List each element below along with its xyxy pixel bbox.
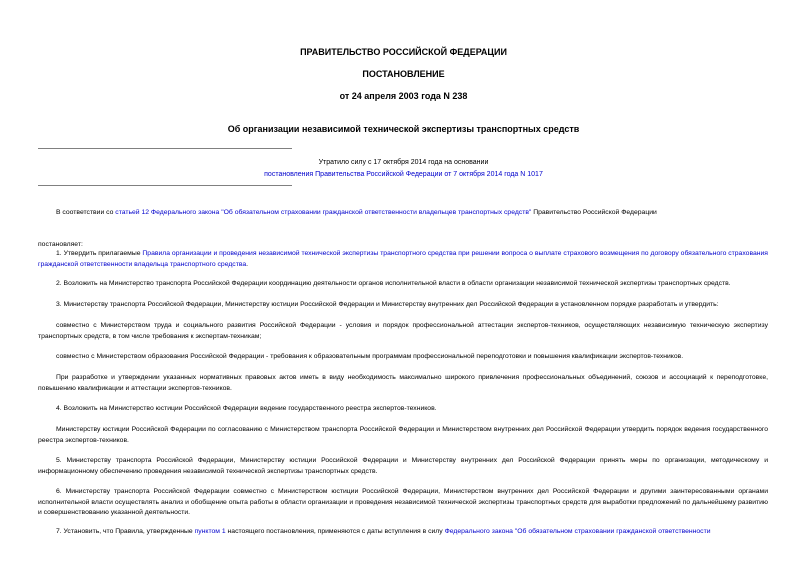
law-article-12-link[interactable]: статьей 12 Федерального закона "Об обязательном страховании гражданской ответственности владельцев транспортных средств" [115, 209, 532, 216]
repeal-resolution-link[interactable]: постановления Правительства Российской Федерации от 7 октября 2014 года N 1017 [264, 171, 543, 178]
item-1-link[interactable]: пунктом 1 [194, 528, 226, 535]
date-number-heading: от 24 апреля 2003 года N 238 [339, 91, 468, 101]
paragraph-7-middle: настоящего постановления, применяются с даты вступления в силу [225, 528, 445, 535]
intro-paragraph [38, 208, 768, 219]
paragraph-3b: совместно с Министерством образования Российской Федерации - требования к образовательным программам профессиональной переподготовки и повышения квалификации экспертов-техников. [56, 353, 684, 360]
document-type-heading: ПОСТАНОВЛЕНИЕ [362, 69, 445, 79]
status-note: Утратило силу с 17 октября 2014 года на основании [318, 159, 489, 166]
paragraph-3: 3. Министерству транспорта Российской Федерации, Министерству юстиции Российской Федерации и Министерству внутренних дел Российской Федерации в установленном порядке разработать и утвердить: [56, 301, 719, 308]
paragraph-7-text: 7. Установить, что Правила, утвержденные [56, 528, 195, 535]
intro-text-end: Правительство Российской Федерации [531, 209, 657, 216]
status-note-link-line [0, 170, 807, 179]
intro-text-start: В соответствии со [56, 209, 116, 216]
rules-link[interactable]: Правила организации и проведения независимой технической экспертизы транспортного средства при решении вопроса о выплате страхового возмещения по договору обязательного страхования гражданской ответственности владельца транспортного средства [38, 250, 768, 268]
paragraph-4a: Министерству юстиции Российской Федерации по согласованию с Министерством транспорта Российской Федерации и Министерством внутренних дел Российской Федерации утвердить порядок ведения государственного реестра экспертов-техников. [38, 426, 768, 444]
paragraph-1-end: . [246, 260, 249, 268]
paragraph-6: 6. Министерству транспорта Российской Федерации совместно с Министерством юстиции Российской Федерации, Министерством внутренних дел Российской Федерации и другими заинтересованными органами исполнительной власти осуществлять анализ и обобщение опыта работы в области организации и проведения независимой технической экспертизы транспортных средств для выработки предложений по дальнейшему развитию и совершенствованию указанной деятельности. [38, 488, 768, 516]
document-subject-title: Об организации независимой технической экспертизы транспортных средств [227, 124, 580, 134]
government-heading: ПРАВИТЕЛЬСТВО РОССИЙСКОЙ ФЕДЕРАЦИИ [300, 47, 507, 57]
divider-bottom [38, 185, 292, 186]
paragraph-5: 5. Министерству транспорта Российской Федерации, Министерству юстиции Российской Федерации и Министерству внутренних дел Российской Федерации принять меры по организации, методическому и информационному обеспечению проведения независимой технической экспертизы транспортных средств. [38, 457, 768, 475]
paragraph-3c: При разработке и утверждении указанных нормативных правовых актов иметь в виду необходимость максимально широкого привлечения профессиональных объединений, союзов и ассоциаций к переподготовке, повышению квалификации и аттестации экспертов-техников. [38, 374, 768, 392]
paragraph-3a: совместно с Министерством труда и социального развития Российской Федерации - условия и порядок профессиональной аттестации экспертов-техников, осуществляющих независимую техническую экспертизу транспортных средств, в том числе требования к экспертам-техникам; [38, 322, 768, 340]
paragraph-2: 2. Возложить на Министерство транспорта Российской Федерации координацию деятельности органов исполнительной власти в области организации независимой технической экспертизы транспортных средств. [56, 280, 731, 287]
divider-top [38, 148, 292, 149]
federal-law-link[interactable]: Федерального закона "Об обязательном страховании гражданской ответственности [444, 528, 711, 535]
paragraph-1-text: 1. Утвердить прилагаемые [56, 250, 143, 257]
paragraph-1 [38, 249, 768, 270]
paragraph-4: 4. Возложить на Министерство юстиции Российской Федерации ведение государственного реестра экспертов-техников. [56, 405, 437, 412]
resolves-paragraph: постановляет: [38, 241, 83, 248]
paragraph-7 [38, 527, 768, 538]
